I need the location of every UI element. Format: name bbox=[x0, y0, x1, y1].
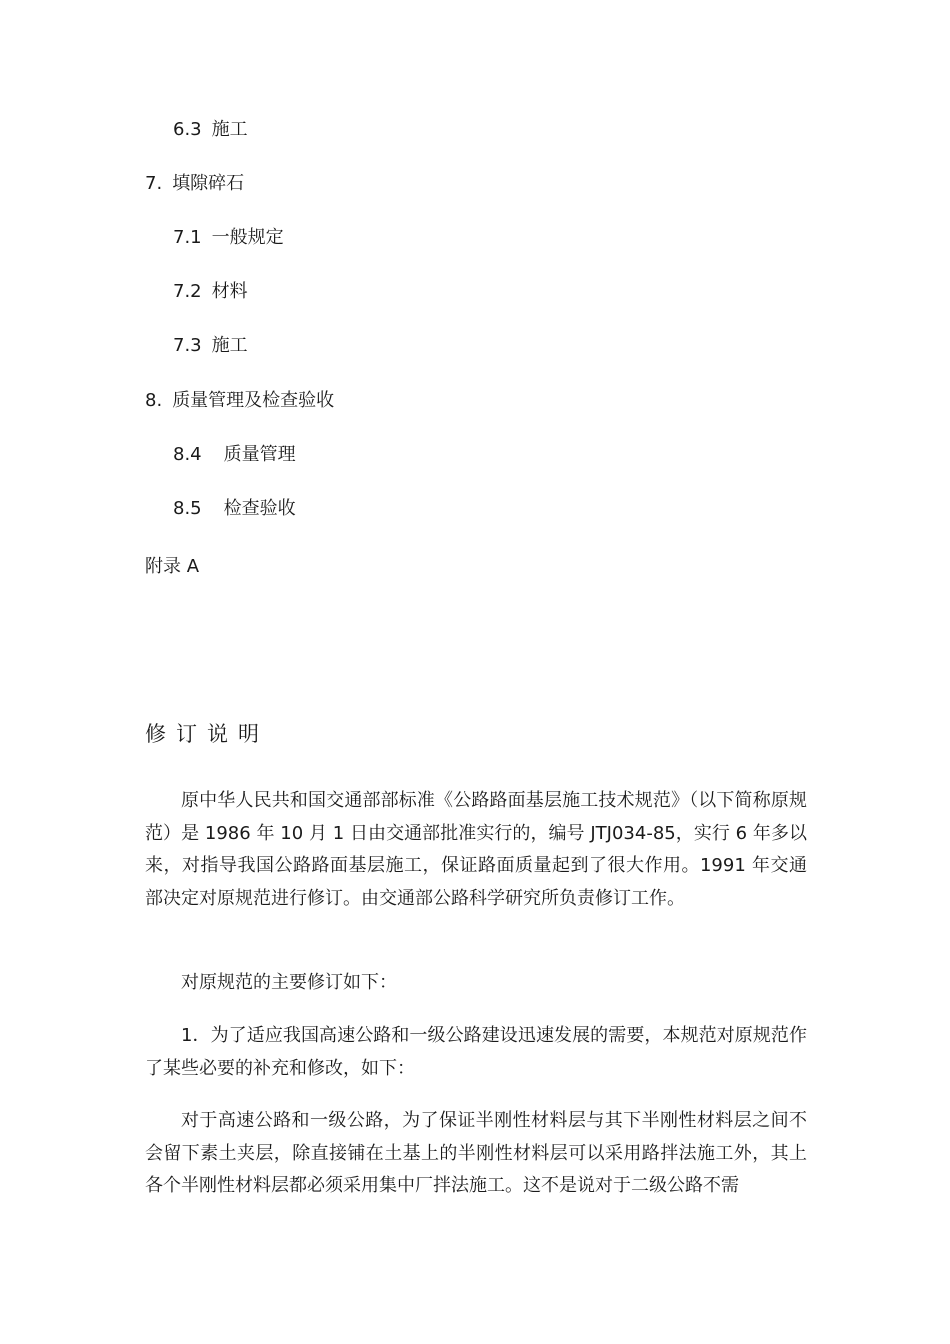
toc-number: 8.4 bbox=[173, 444, 202, 465]
toc-title: 施工 bbox=[211, 119, 248, 140]
toc-item-7-1 bbox=[173, 226, 284, 250]
paragraph-intro: 原中华人民共和国交通部部标准《公路路面基层施工技术规范》（以下简称原规范）是 1986 年 10 月 1 日由交通部批准实行的，编号 JTJ034-85，实行 6 年多以来，对指导我国公路路面基层施工，保证路面质量起到了很大作用。1991 年交通部决定对原规范进行修订。由交通部公路科学研究所负责修订工作。 bbox=[145, 790, 807, 909]
toc-item-8-5 bbox=[173, 497, 296, 521]
paragraph-revision-1: 1．为了适应我国高速公路和一级公路建设迅速发展的需要，本规范对原规范作了某些必要的补充和修改，如下： bbox=[145, 1025, 807, 1079]
toc-item-7 bbox=[145, 172, 244, 196]
toc-number: 8. bbox=[145, 390, 163, 411]
toc-number: 7.3 bbox=[173, 335, 202, 356]
toc-item-8 bbox=[145, 389, 334, 413]
toc-title: 填隙碎石 bbox=[172, 173, 245, 194]
toc-title: 一般规定 bbox=[211, 227, 284, 248]
toc-item-appendix-a bbox=[145, 555, 199, 579]
toc-number: 6.3 bbox=[173, 119, 202, 140]
toc-number: 8.5 bbox=[173, 498, 202, 519]
toc-item-7-3 bbox=[173, 334, 248, 358]
toc-item-7-2 bbox=[173, 280, 248, 304]
toc-item-8-4 bbox=[173, 443, 296, 467]
toc-number: 7.2 bbox=[173, 281, 202, 302]
toc-title: 检查验收 bbox=[223, 498, 296, 519]
toc-title: 质量管理 bbox=[223, 444, 296, 465]
toc-number: 7.1 bbox=[173, 227, 202, 248]
toc-title: 施工 bbox=[211, 335, 248, 356]
paragraph-revisions-lead: 对原规范的主要修订如下： bbox=[181, 972, 397, 993]
toc-title: 附录 A bbox=[145, 556, 200, 577]
toc-title: 质量管理及检查验收 bbox=[172, 390, 335, 411]
toc-item-6-3 bbox=[173, 118, 248, 142]
toc-title: 材料 bbox=[211, 281, 248, 302]
paragraph-revision-detail: 对于高速公路和一级公路，为了保证半刚性材料层与其下半刚性材料层之间不会留下素土夹层，除直接铺在土基上的半刚性材料层可以采用路拌法施工外，其上各个半刚性材料层都必须采用集中厂拌法施工。这不是说对于二级公路不需 bbox=[145, 1110, 807, 1196]
toc-number: 7. bbox=[145, 173, 163, 194]
section-heading: 修订说明 bbox=[145, 722, 269, 746]
